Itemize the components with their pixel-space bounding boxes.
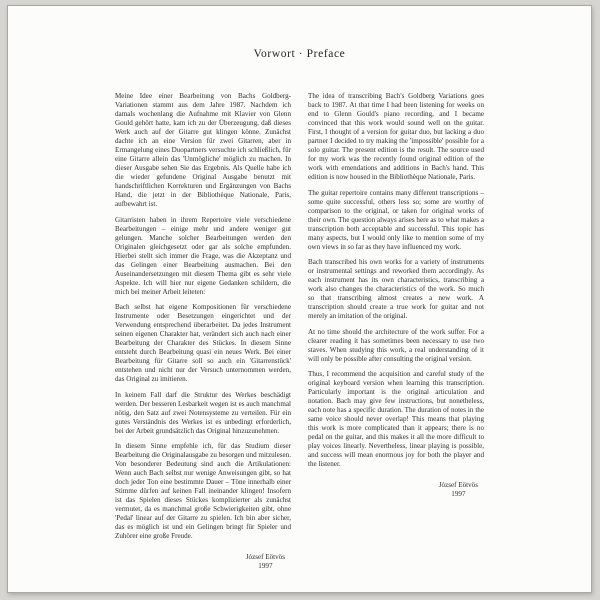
german-signature-name: József Eötvös xyxy=(245,553,285,561)
page-title: Vorwort · Preface xyxy=(253,48,346,60)
english-paragraph-3: Bach transcribed his own works for a variety of instruments or instrumental settings and reworked them accordingly. As each instrument has its own characteristics, transcribing a work also changes the characteristics of the work. So much so that transcribing almost creates a new work. A transcription should create a true work for guitar and not merely an imitation of the original. xyxy=(308,258,484,320)
english-paragraph-4: At no time should the architecture of the work suffer. For a clearer reading it has sometimes been necessary to use two staves. When studying this work, a real understanding of it will only be possible after consulting the original version. xyxy=(308,327,484,363)
german-signature xyxy=(246,553,285,571)
german-paragraph-4: In keinem Fall darf die Struktur des Werkes beschädigt werden. Der besseren Lesbarkeit wegen ist es auch manchmal nötig, den Satz auf zwei Notensysteme zu verteilen. Für ein gutes Verständnis des Werkes ist es unbedingt erforderlich, bei der Arbeit grundsätzlich das Original hinzuzunehmen. xyxy=(115,390,291,435)
german-paragraph-2: Gitarristen haben in ihrem Repertoire viele verschiedene Bearbeitungen – einige mehr und andere weniger gut gelungen. Manche solcher Bearbeitungen werden den Originalen gleichgesetzt oder gar als solche empfunden. Hierbei stellt sich immer die Frage, was die Akzeptanz und das Gelingen einer Bearbeitung ausmachen. Bei den Auseinandersetzungen mit diesem Thema gibt es sehr viele Aspekte. Ich will hier nur eigene Gedanken schildern, die mich bei meiner Arbeit leiteten: xyxy=(115,215,291,296)
english-signature xyxy=(439,481,478,499)
german-signature-block xyxy=(115,553,291,571)
english-paragraph-2: The guitar repertoire contains many different transcriptions – some quite successful, others less so; some are worthy of comparison to the original, or taken for original works of their own. The question always arises here as to what makes a transcription both acceptable and successful. This topic has many aspects, but I would only like to mention some of my own views in so far as they have influenced my work. xyxy=(308,188,484,251)
english-paragraph-1: The idea of transcribing Bach's Goldberg Variations goes back to 1987. At that time I had been listening for weeks on end to Glenn Gould's piano recording, and I became convinced that this work would sound well on the guitar. First, I thought of a version for guitar duo, but lacking a duo partner I decided to try making the 'impossible' possible for a solo guitar. The present edition is the result. The source used for my work was the recently found original edition of the work with emendations and additions in Bach's hand. This edition is now housed in the Bibliothèque Nationale, Paris. xyxy=(308,92,484,181)
english-signature-year: 1997 xyxy=(451,490,466,498)
two-column-layout xyxy=(8,92,591,571)
german-paragraph-5: In diesem Sinne empfehle ich, für das Studium dieser Bearbeitung die Originalausgabe zu besorgen und mitzulesen. Von besonderer Bedeutung sind auch die Artikulationen: Wenn auch Bach selbst nur wenige Anweisungen gibt, so hat doch jeder Ton eine bestimmte Dauer – Töne innerhalb einer Stimme dürfen auf keinen Fall ineinander klingen! Insofern ist das Spielen dieses Stückes komplizierter als zunächst vermutet, da es manchmal große Schwierigkeiten gibt, ohne 'Pedal' linear auf der Gitarre zu spielen. Ich bin aber sicher, das es möglich ist und ein Gelingen bringt für Spieler und Zuhörer eine große Freude. xyxy=(115,442,291,540)
german-column xyxy=(115,92,291,571)
german-paragraph-3: Bach selbst hat eigene Kompositionen für verschiedene Instrumente oder Besetzungen eingerichtet und der Verwendung entsprechend überarbeitet. Da jedes Instrument seinen eigenen Charakter hat, verändert sich auch nach einer Bearbeitung der Charakter des Stückes. In diesem Sinne entsteht durch Bearbeitung quasi ein neues Werk. Bei einer Bearbeitung für Gitarre soll so auch ein 'Gitarrenstück' entstehen und nicht nur der Versuch unternommen werden, das Original zu imitieren. xyxy=(115,303,291,383)
english-signature-name: József Eötvös xyxy=(438,481,478,489)
english-column xyxy=(308,92,484,571)
german-signature-year: 1997 xyxy=(258,562,273,570)
german-paragraph-1: Meine Idee einer Bearbeitung von Bachs Goldberg-Variationen stammt aus dem Jahre 1987. Nachdem ich damals wochenlang die Aufnahme mit Klavier von Glenn Gould gehört hatte, kam ich zu der Überzeugung, daß dieses Werk auch auf der Gitarre gut klingen könne. Zunächst dachte ich an eine Version für zwei Gitarren, aber in Ermangelung eines Duopartners versuchte ich schließlich, für eine Gitarre allein das 'Unmögliche' möglich zu machen. In dieser Ausgabe sehen Sie das Ergebnis. Als Quelle habe ich die wieder gefundene Original Ausgabe benutzt mit handschriftlichen Korrekturen und Ergänzungen von Bachs Hand, die jetzt in der Bibliothèque Nationale, Paris, aufbewahrt ist. xyxy=(115,92,291,208)
book-page xyxy=(7,5,592,593)
english-paragraph-5: Thus, I recommend the acquisition and careful study of the original keyboard version when learning this transcription. Particularly important is the original articulation and notation. Bach may give few instructions, but nonetheless, each note has a specific duration. The duration of notes in the same voice should never overlap! This means that playing this work is more complicated than it appears; there is no pedal on the guitar, and this makes it all the more difficult to play voices linearly. Nevertheless, linear playing is possible, and success will mean enormous joy for both the player and the listener. xyxy=(308,370,484,468)
english-signature-block xyxy=(308,481,484,499)
